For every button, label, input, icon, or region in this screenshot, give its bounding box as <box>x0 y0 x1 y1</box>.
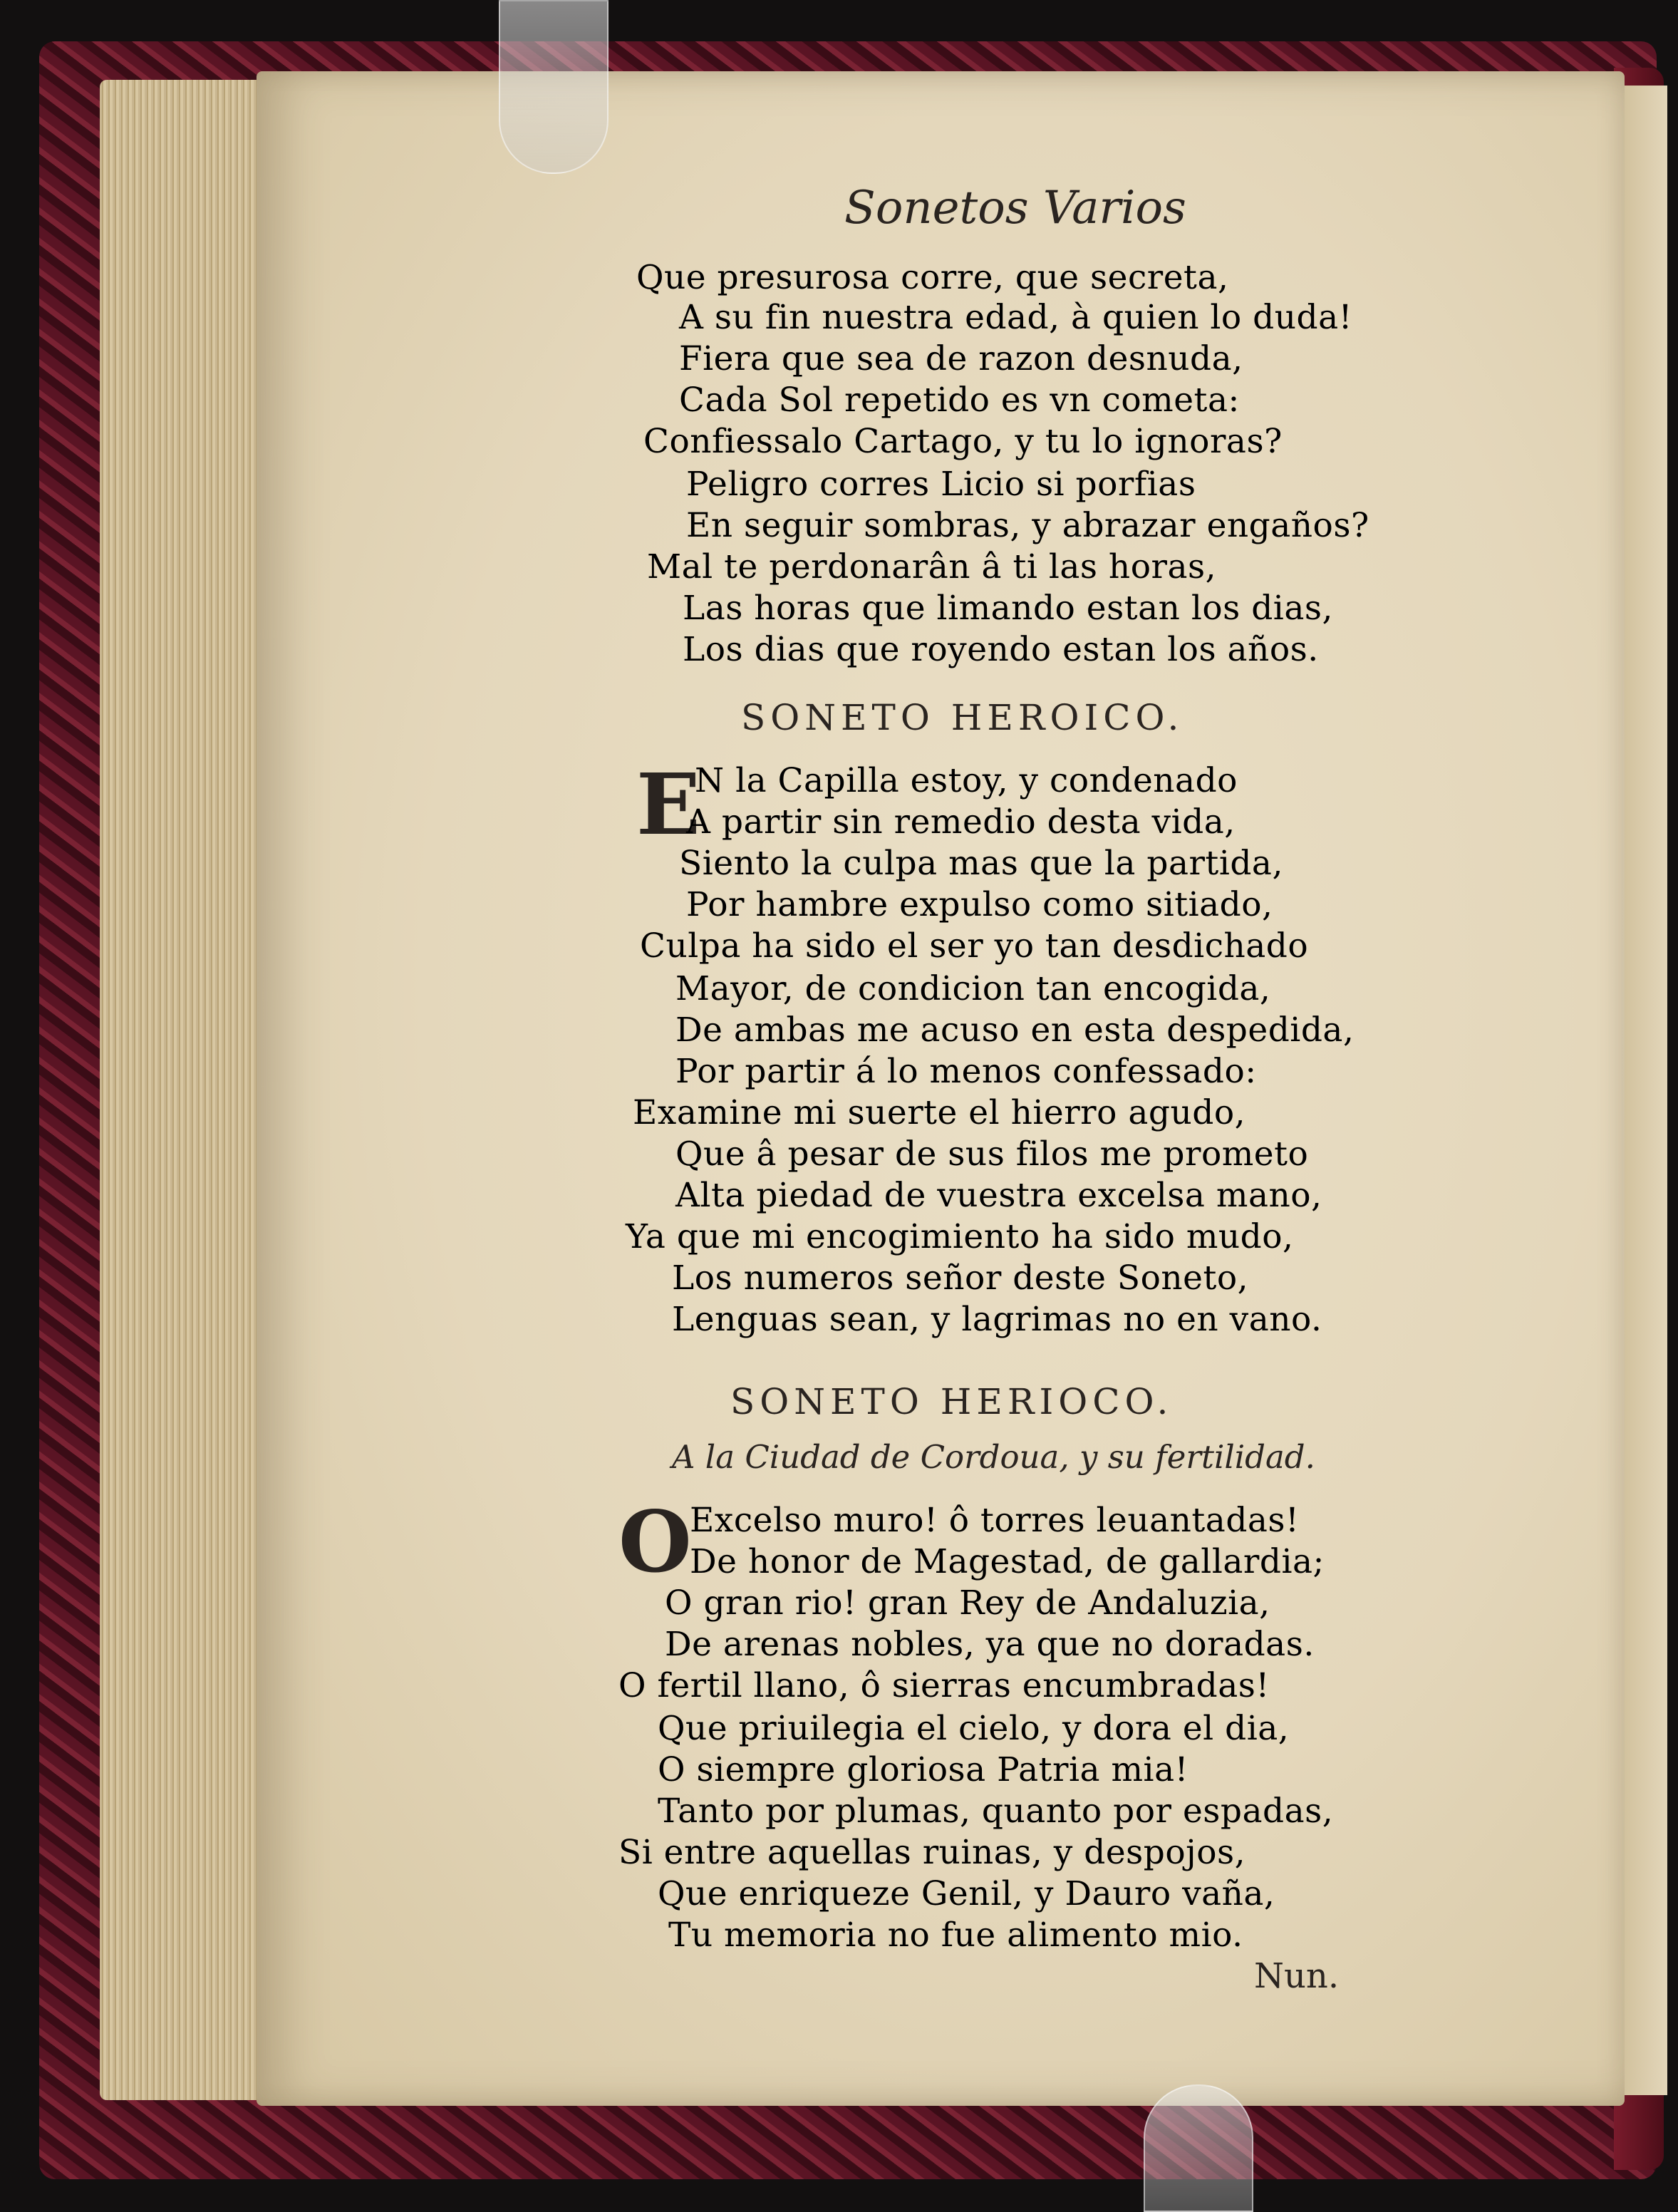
verse-line: Las horas que limando estan los dias, <box>683 589 1333 628</box>
verse-line: Que enriqueze Genil, y Dauro vaña, <box>658 1874 1275 1913</box>
verse-line: O fertil llano, ô sierras encumbradas! <box>618 1666 1270 1705</box>
sonnet-heading: SONETO HEROICO. <box>741 697 1184 738</box>
verse-line: A partir sin remedio desta vida, <box>686 802 1236 842</box>
verse-line: Los dias que royendo estan los años. <box>683 630 1319 669</box>
verse-line: Por partir á lo menos confessado: <box>675 1052 1257 1091</box>
verse-line: En seguir sombras, y abrazar engaños? <box>686 506 1369 545</box>
facing-page-edge <box>1625 86 1667 2095</box>
verse-line: Mal te perdonarân â ti las horas, <box>647 547 1217 586</box>
verse-line: De honor de Magestad, de gallardia; <box>690 1542 1325 1581</box>
verse-line: N la Capilla estoy, y condenado <box>695 761 1238 800</box>
verse-line: Alta piedad de vuestra excelsa mano, <box>675 1176 1322 1215</box>
verse-line: A su fin nuestra edad, à quien lo duda! <box>679 298 1353 337</box>
verse-line: Mayor, de condicion tan encogida, <box>675 969 1271 1008</box>
page-block-edge <box>100 80 278 2100</box>
verse-line: O siempre gloriosa Patria mia! <box>658 1750 1188 1789</box>
verse-line: Examine mi suerte el hierro agudo, <box>633 1093 1246 1132</box>
catchword: Nun. <box>1254 1956 1340 1996</box>
verse-line: Excelso muro! ô torres leuantadas! <box>690 1501 1300 1540</box>
running-head: Sonetos Varios <box>844 182 1186 234</box>
verse-line: De arenas nobles, ya que no doradas. <box>665 1625 1315 1664</box>
sonnet-subheading: A la Ciudad de Cordoua, y su fertilidad. <box>672 1438 1315 1476</box>
verse-line: Que presurosa corre, que secreta, <box>636 258 1229 297</box>
verse-line: Por hambre expulso como sitiado, <box>686 885 1273 924</box>
verse-line: Peligro corres Licio si porfias <box>686 465 1196 504</box>
verse-line: Tanto por plumas, quanto por espadas, <box>658 1792 1334 1831</box>
verse-line: Cada Sol repetido es vn cometa: <box>679 381 1240 420</box>
drop-cap: O <box>618 1492 692 1591</box>
verse-line: Siento la culpa mas que la partida, <box>679 844 1283 883</box>
verse-line: Si entre aquellas ruinas, y despojos, <box>618 1833 1246 1872</box>
verse-line: Que â pesar de sus filos me prometo <box>675 1135 1309 1174</box>
verse-line: Lenguas sean, y lagrimas no en vano. <box>672 1300 1322 1339</box>
verse-line: Tu memoria no fue alimento mio. <box>668 1916 1243 1955</box>
sonnet-heading: SONETO HERIOCO. <box>730 1381 1174 1422</box>
verse-line: Ya que mi encogimiento ha sido mudo, <box>626 1217 1294 1256</box>
verse-line: O gran rio! gran Rey de Andaluzia, <box>665 1583 1270 1623</box>
verse-line: Fiera que sea de razon desnuda, <box>679 339 1243 378</box>
top-page-clip <box>499 0 608 174</box>
verse-line: Confiessalo Cartago, y tu lo ignoras? <box>643 422 1283 461</box>
verse-line: Los numeros señor deste Soneto, <box>672 1259 1249 1298</box>
verse-line: De ambas me acuso en esta despedida, <box>675 1011 1355 1050</box>
bottom-page-clip <box>1144 2084 1253 2212</box>
verse-line: Que priuilegia el cielo, y dora el dia, <box>658 1709 1290 1748</box>
drop-cap: E <box>636 755 700 854</box>
verse-line: Culpa ha sido el ser yo tan desdichado <box>640 926 1309 966</box>
